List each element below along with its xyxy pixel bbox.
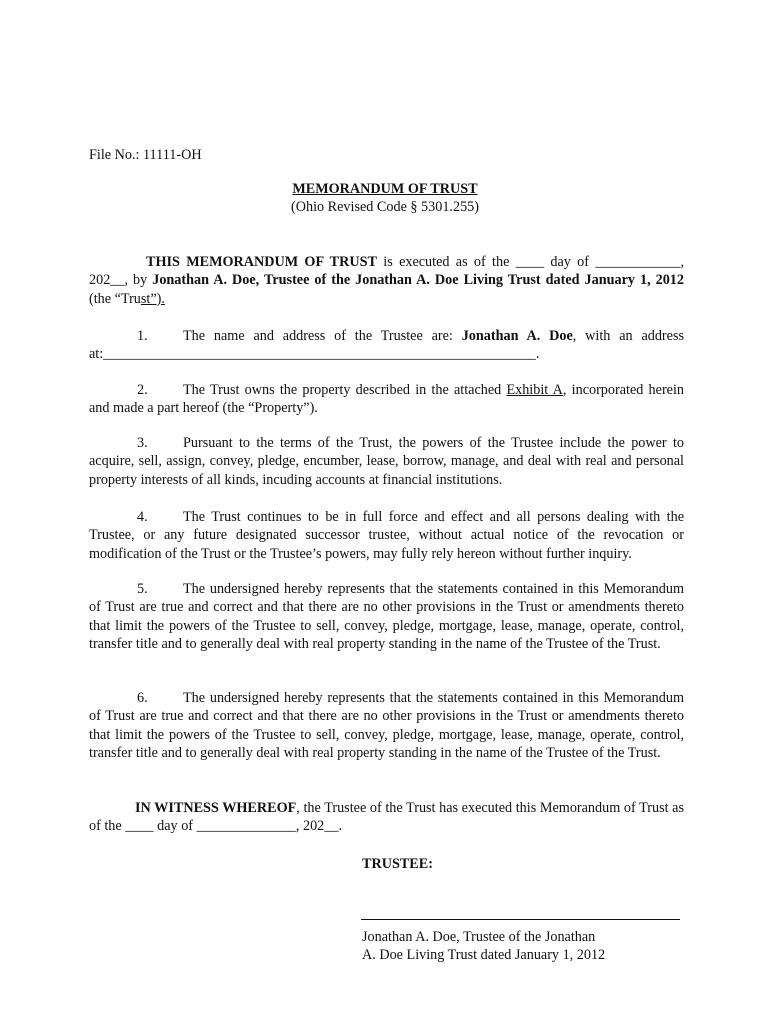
trustee-label: TRUSTEE:	[362, 856, 433, 872]
file-number: File No.: 11111-OH	[89, 147, 202, 163]
document-subtitle: (Ohio Revised Code § 5301.255)	[291, 199, 479, 216]
paragraph-text: , with an address at:_____________________________________________________________.	[89, 328, 684, 363]
paragraph-6	[89, 689, 684, 763]
intro-paragraph	[89, 253, 684, 308]
paragraph-number: 1.	[137, 328, 148, 344]
paragraph-2	[89, 381, 684, 418]
witness-bold-lead: IN WITNESS WHEREOF	[135, 800, 297, 816]
signature-line	[361, 919, 680, 920]
paragraph-number: 2.	[137, 382, 148, 398]
paragraph-5	[89, 580, 684, 654]
intro-text-2: (the “Tru	[89, 290, 141, 307]
signature-name-line-1: Jonathan A. Doe, Trustee of the Jonathan	[362, 929, 596, 945]
intro-underlined: st”).	[140, 290, 165, 307]
paragraph-text: Pursuant to the terms of the Trust, the powers of the Trustee include the power to acquire, sell, assign, convey, pledge, encumber, lease, borrow, manage, and deal with real and personal property interests of all kinds, incuding accounts at financial institutions.	[89, 435, 684, 488]
paragraph-text: The undersigned hereby represents that the statements contained in this Memorandum of Trust are true and correct and that there are no other provisions in the Trust or amendments thereto that limit the powers of the Trustee to sell, convey, pledge, mortgage, lease, manage, operate, control, transfer title and to generally deal with real property standing in the name of the Trustee of the Trust.	[89, 581, 684, 653]
witness-paragraph	[89, 799, 684, 836]
intro-text-1: is executed as of the ____ day of ____________, 202__, by	[89, 254, 684, 289]
signature-block	[362, 928, 682, 965]
paragraph-number: 6.	[137, 690, 148, 706]
intro-bold-lead: THIS MEMORANDUM OF TRUST	[146, 254, 377, 270]
paragraph-text: The name and address of the Trustee are:	[183, 328, 462, 344]
exhibit-a-reference: Exhibit A	[506, 382, 563, 398]
document-title: MEMORANDUM OF TRUST	[292, 181, 478, 197]
paragraph-text: The undersigned hereby represents that the statements contained in this Memorandum of Trust are true and correct and that there are no other provisions in the Trust or amendments thereto that limit the powers of the Trustee to sell, convey, pledge, mortgage, lease, manage, operate, control, transfer title and to generally deal with real property standing in the name of the Trustee of the Trust.	[89, 690, 684, 762]
paragraph-1	[89, 327, 684, 364]
paragraph-3	[89, 434, 684, 489]
paragraph-number: 3.	[137, 435, 148, 451]
paragraph-number: 4.	[137, 509, 148, 525]
signature-name-line-2: A. Doe Living Trust dated January 1, 2012	[362, 947, 606, 964]
paragraph-number: 5.	[137, 581, 148, 597]
title-block	[0, 180, 770, 217]
witness-text: , the Trustee of the Trust has executed this Memorandum of Trust as of the ____ day of ______________, 202__.	[89, 800, 684, 835]
trustee-name: Jonathan A. Doe	[461, 328, 573, 344]
intro-trustee-name: Jonathan A. Doe, Trustee of the Jonathan A. Doe Living Trust dated January 1, 2012	[152, 272, 684, 289]
paragraph-text: The Trust continues to be in full force and effect and all persons dealing with the Trustee, or any future designated successor trustee, without actual notice of the revocation or modification of the Trust or the Trustee’s powers, may fully rely hereon without further inquiry.	[89, 509, 684, 562]
paragraph-text: The Trust owns the property described in the attached	[183, 382, 507, 398]
paragraph-4	[89, 508, 684, 563]
paragraph-text: , incorporated herein and made a part hereof (the “Property”).	[89, 382, 685, 417]
